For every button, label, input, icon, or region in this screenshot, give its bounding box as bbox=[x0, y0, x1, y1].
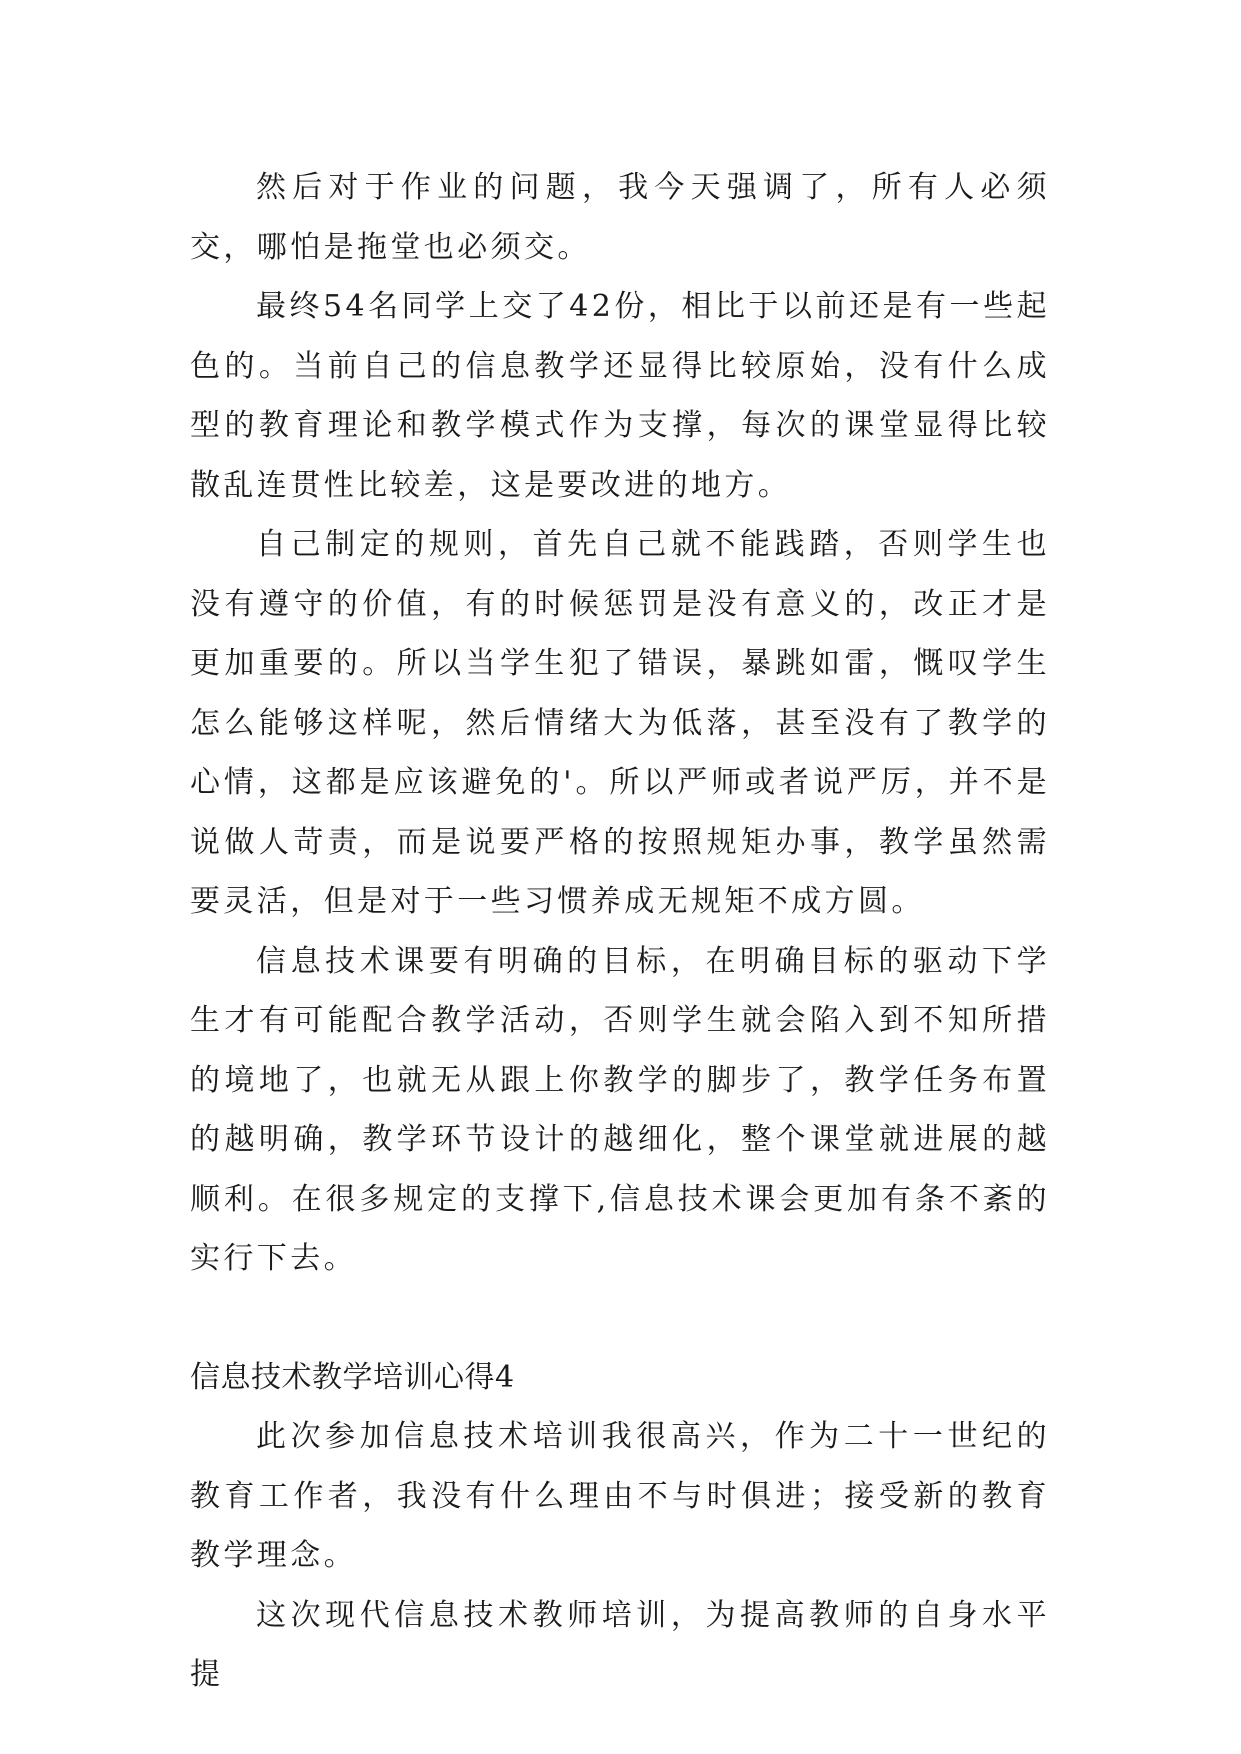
paragraph-training-continued: 这次现代信息技术教师培训，为提高教师的自身水平提 bbox=[190, 1597, 1050, 1692]
paragraph-homework: 然后对于作业的问题，我今天强调了，所有人必须交，哪怕是拖堂也必须交。 bbox=[190, 170, 1050, 265]
section-heading: 信息技术教学培训心得4 bbox=[190, 1359, 515, 1395]
paragraph-rules: 自己制定的规则，首先自己就不能践踏，否则学生也没有遵守的价值，有的时候惩罚是没有意义的，改正才是更加重要的。所以当学生犯了错误，暴跳如雷，慨叹学生怎么能够这样呢，然后情绪大为低落，甚至没有了教学的心情，这都是应该避免的'。所以严师或者说严厉，并不是说做人苛责，而是说要严格的按照规矩办事，教学虽然需要灵活，但是对于一些习惯养成无规矩不成方圆。 bbox=[190, 527, 1050, 919]
paragraph-submission-results: 最终54名同学上交了42份，相比于以前还是有一些起色的。当前自己的信息教学还显得比较原始，没有什么成型的教育理论和教学模式作为支撑，每次的课堂显得比较散乱连贯性比较差，这是要改进的地方。 bbox=[190, 289, 1050, 503]
paragraph-clear-goals: 信息技术课要有明确的目标，在明确目标的驱动下学生才有可能配合教学活动，否则学生就会陷入到不知所措的境地了，也就无从跟上你教学的脚步了，教学任务布置的越明确，教学环节设计的越细化，整个课堂就进展的越顺利。在很多规定的支撑下,信息技术课会更加有条不紊的实行下去。 bbox=[190, 943, 1050, 1276]
paragraph-training-intro: 此次参加信息技术培训我很高兴，作为二十一世纪的教育工作者，我没有什么理由不与时俱进；接受新的教育教学理念。 bbox=[190, 1419, 1050, 1573]
document-body bbox=[190, 158, 1050, 1705]
